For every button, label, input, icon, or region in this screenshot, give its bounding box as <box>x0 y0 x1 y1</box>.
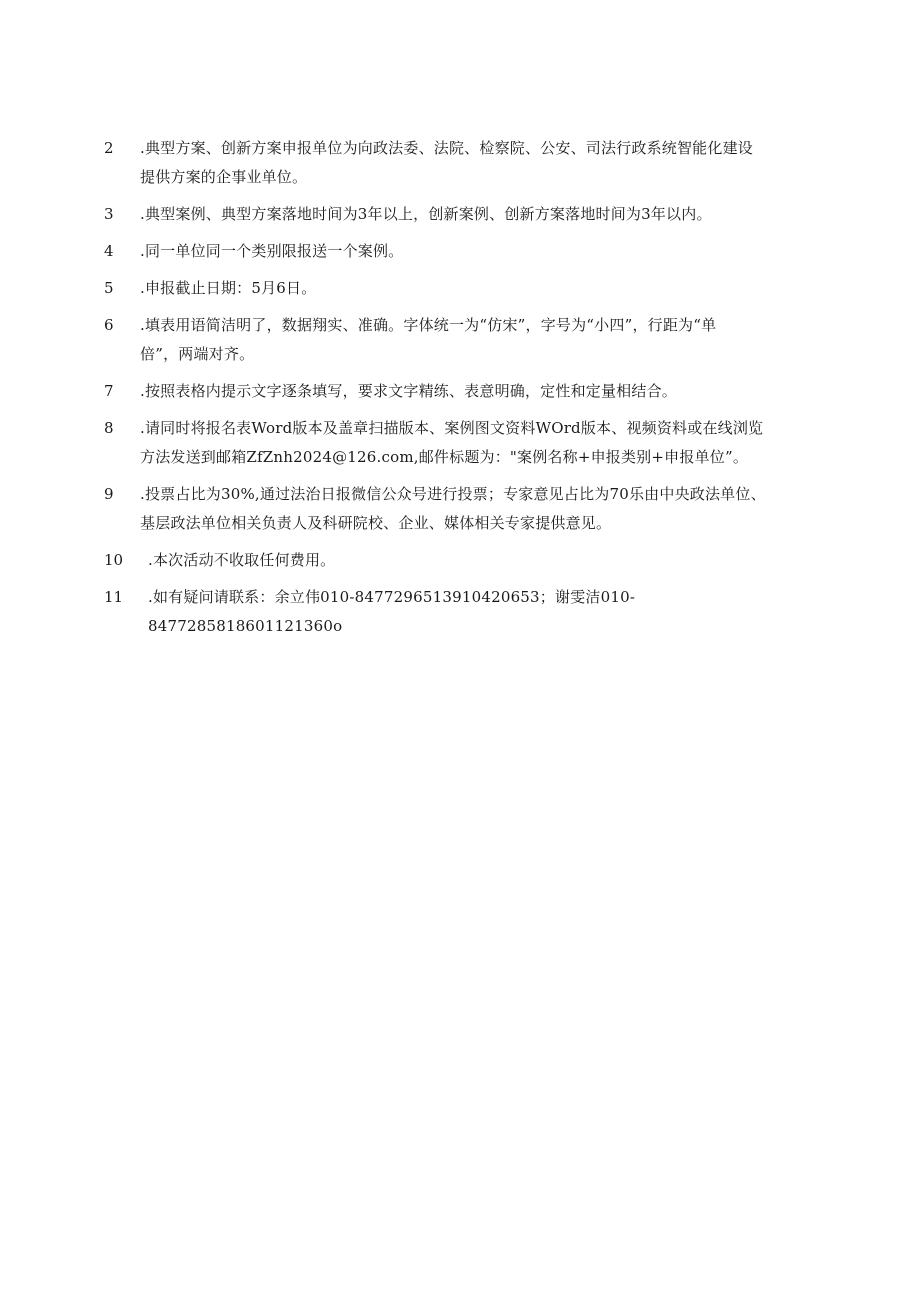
note-line: .填表用语简洁明了，数据翔实、准确。字体统一为“仿宋”，字号为“小四”，行距为“单 <box>140 316 717 334</box>
note-number: 10 <box>104 551 124 569</box>
note-line: 8477285818601121360o <box>148 617 343 635</box>
note-line: .申报截止日期：5月6日。 <box>140 279 317 297</box>
note-line: 提供方案的企事业单位。 <box>140 168 308 186</box>
note-line: 倍”，两端对齐。 <box>140 345 255 363</box>
note-item-6 <box>104 311 820 369</box>
note-text <box>140 414 820 472</box>
note-line: .如有疑问请联系：余立伟010-8477296513910420653；谢雯洁010- <box>148 588 636 606</box>
note-line: .投票占比为30%,通过法治日报微信公众号进行投票；专家意见占比为70乐由中央政法单位、 <box>140 485 766 503</box>
notes-list <box>104 134 820 649</box>
note-text <box>140 377 820 406</box>
note-item-11 <box>104 583 820 641</box>
note-line: 基层政法单位相关负责人及科研院校、企业、媒体相关专家提供意见。 <box>140 514 612 532</box>
note-number: 2 <box>104 139 114 157</box>
note-text <box>140 274 820 303</box>
note-text <box>140 134 820 192</box>
note-item-2 <box>104 134 820 192</box>
note-line: .典型方案、创新方案申报单位为向政法委、法院、检察院、公安、司法行政系统智能化建设 <box>140 139 753 157</box>
note-text <box>140 480 820 538</box>
note-line: 方法发送到邮箱ZfZnh2024@126.com,邮件标题为："案例名称+申报类别+申报单位”。 <box>140 448 749 466</box>
note-text <box>140 200 820 229</box>
note-number: 6 <box>104 316 114 334</box>
note-item-5 <box>104 274 820 303</box>
note-text <box>140 311 820 369</box>
note-text <box>148 546 820 575</box>
note-line: .本次活动不收取任何费用。 <box>148 551 336 569</box>
note-line: .请同时将报名表Word版本及盖章扫描版本、案例图文资料WOrd版本、视频资料或在线浏览 <box>140 419 764 437</box>
note-line: .同一单位同一个类别限报送一个案例。 <box>140 242 404 260</box>
note-item-8 <box>104 414 820 472</box>
note-item-3 <box>104 200 820 229</box>
note-line: .按照表格内提示文字逐条填写，要求文字精练、表意明确，定性和定量相结合。 <box>140 382 677 400</box>
note-item-7 <box>104 377 820 406</box>
note-text <box>148 583 820 641</box>
note-item-10 <box>104 546 820 575</box>
note-number: 11 <box>104 588 124 606</box>
note-item-9 <box>104 480 820 538</box>
note-line: .典型案例、典型方案落地时间为3年以上，创新案例、创新方案落地时间为3年以内。 <box>140 205 712 223</box>
note-text <box>140 237 820 266</box>
note-number: 3 <box>104 205 114 223</box>
note-number: 8 <box>104 419 114 437</box>
note-number: 9 <box>104 485 114 503</box>
note-number: 5 <box>104 279 114 297</box>
note-item-4 <box>104 237 820 266</box>
note-number: 4 <box>104 242 114 260</box>
note-number: 7 <box>104 382 114 400</box>
